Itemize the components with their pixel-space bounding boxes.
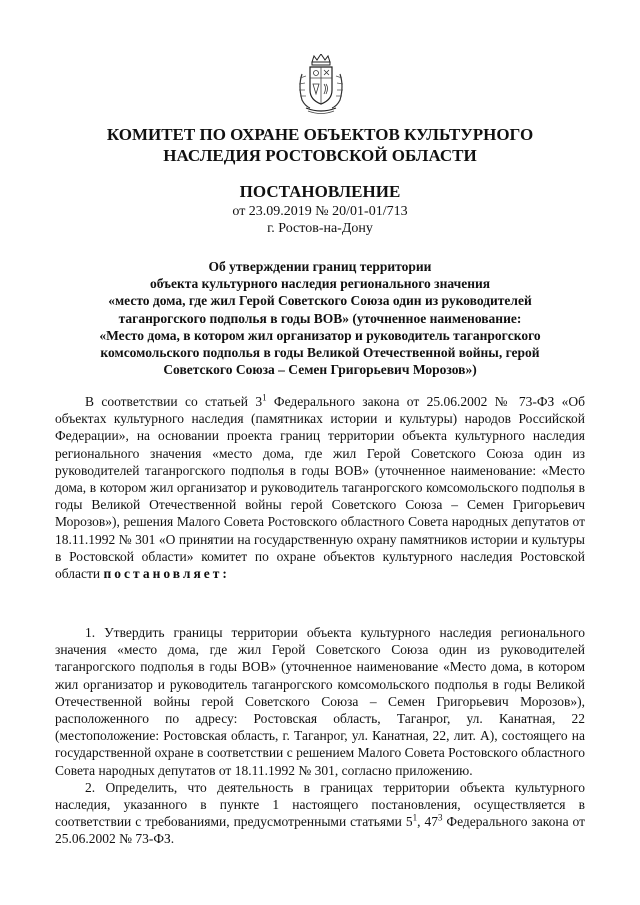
preamble-paragraph [55, 393, 585, 582]
article-superscript: 1 [412, 812, 418, 823]
subject-line: таганрогского подполья в годы ВОВ» (уточненное наименование: [118, 310, 522, 326]
rostov-oblast-coat-of-arms-icon [296, 54, 346, 116]
resolution-items [55, 624, 585, 848]
subject-line: Советского Союза – Семен Григорьевич Морозов») [163, 362, 477, 378]
preamble [55, 393, 585, 582]
resolves-keyword: постановляет: [103, 566, 230, 582]
document-city: г. Ростов-на-Дону [267, 221, 373, 236]
document-type: ПОСТАНОВЛЕНИЕ [239, 182, 401, 201]
subject-line: объекта культурного наследия регионального значения [149, 276, 491, 292]
article-superscript: 1 [262, 392, 267, 403]
item-2-text-start: 2. Определить, что деятельность в границах территории объекта культурного наследия, указанного в пункте 1 настоящего постановления, осуществляется в соответствии с требованиями, предусмотренными статьями 5 [55, 779, 585, 830]
document-date-number: от 23.09.2019 № 20/01-01/713 [232, 204, 408, 219]
subject-line: Об утверждении границ территории [208, 259, 432, 274]
organization-title [60, 124, 580, 166]
organization-title-line-2: НАСЛЕДИЯ РОСТОВСКОЙ ОБЛАСТИ [163, 146, 477, 165]
document-subject [66, 258, 574, 378]
resolution-item-1: 1. Утвердить границы территории объекта культурного наследия регионального значения «место дома, где жил Герой Советского Союза один из руководителей таганрогского подполья в годы ВОВ» (уточненное наименование «Место дома, в котором жил организатор и руководитель таганрогского комсомольского подполья в годы Великой Отечественной войны герой Советского Союза – Семен Григорьевич Морозов»), расположенного по адресу: Ростовская область, Таганрог, ул. Канатная, 22 (местоположение: Ростовская область, г. Таганрог, ул. Канатная, 22, лит. А), состоящего на государственной охране в соответствии с решением Малого Совета Ростовского областного Совета народных депутатов от 18.11.1992 № 301, согласно приложению. [55, 625, 585, 778]
organization-title-line-1: КОМИТЕТ ПО ОХРАНЕ ОБЪЕКТОВ КУЛЬТУРНОГО [106, 125, 534, 144]
preamble-text-start: В соответствии со статьей 3 [85, 394, 263, 409]
article-superscript: 3 [437, 812, 443, 823]
subject-line: «Место дома, в котором жил организатор и руководитель таганрогского [99, 327, 541, 343]
subject-line: «место дома, где жил Герой Советского Союза один из руководителей [108, 293, 532, 309]
preamble-text: Федерального закона от 25.06.2002 № 73-ФЗ «Об объектах культурного наследия (памятниках истории и культуры) народов Российской Федерации», на основании проекта границ территории объекта культурного наследия регионального значения «место дома, где жил Герой Советского Союза один из руководителей таганрогского подполья в годы ВОВ» (уточненное наименование: «Место дома, в котором жил организатор и руководитель таганрогского комсомольского подполья в годы Великой Отечественной войны герой Советского Союза – Семен Григорьевич Морозов»), решения Малого Совета Ростовского областного Совета народных депутатов от 18.11.1992 № 301 «О принятии на государственную охрану памятников истории и культуры в Ростовской области» комитет по охране объектов культурного наследия Ростовской области [55, 394, 585, 582]
item-2-text: , 47 [417, 814, 438, 830]
subject-line: комсомольского подполья в годы Великой Отечественной войны, герой [100, 345, 540, 361]
item-2-text-end: Федерального закона от 25.06.2002 № 73-ФЗ. [55, 814, 586, 847]
resolution-item-2 [55, 779, 585, 848]
